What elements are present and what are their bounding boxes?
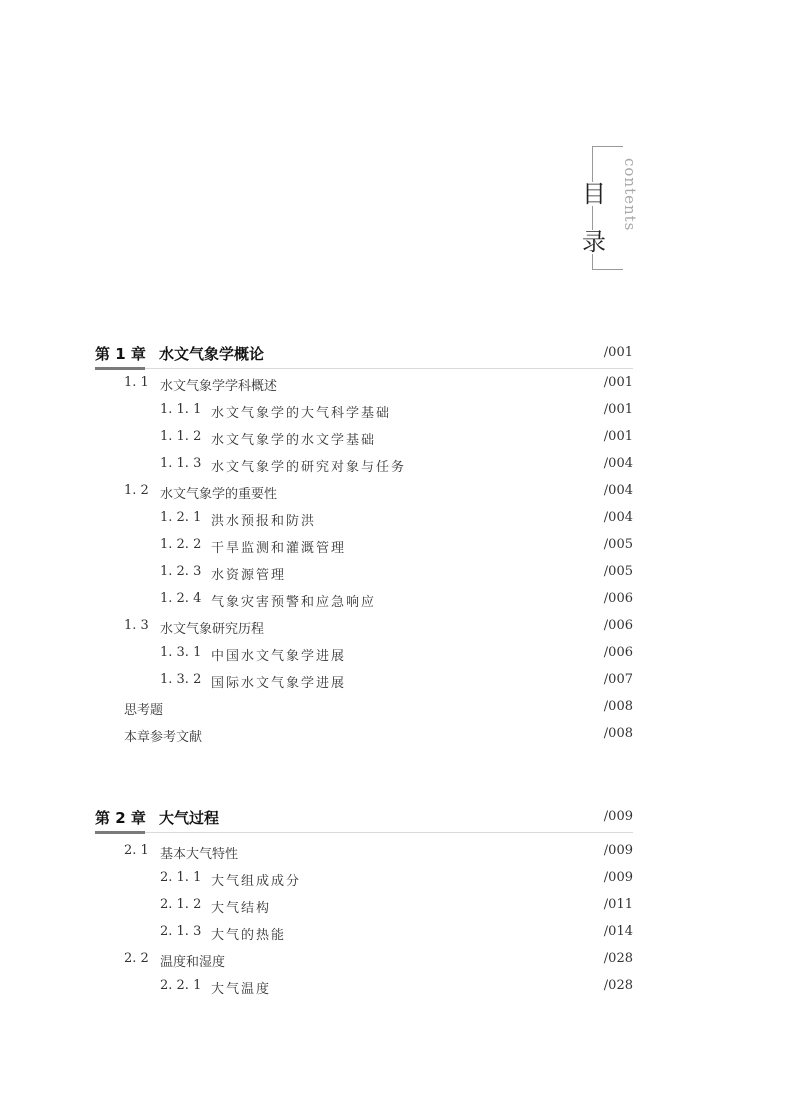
section-title: 大气的热能 <box>211 928 287 943</box>
toc-entry[interactable] <box>95 726 633 753</box>
toc-entry[interactable] <box>95 897 633 924</box>
section-number: 2. 1. 3 <box>160 924 202 939</box>
toc-entry[interactable] <box>95 510 633 537</box>
section-title: 中国水文气象学进展 <box>211 649 347 664</box>
chapter-rule <box>95 368 633 369</box>
page-number: /005 <box>603 537 633 552</box>
page-number: /001 <box>603 345 633 360</box>
section-number: 2. 1. 2 <box>160 897 202 912</box>
chapter-heading[interactable] <box>95 807 633 831</box>
section-number: 1. 2 <box>124 483 149 498</box>
page-number: /007 <box>603 672 633 687</box>
section-title: 大气温度 <box>211 982 272 997</box>
section-title: 干旱监测和灌溉管理 <box>211 541 347 556</box>
section-title: 洪水预报和防洪 <box>211 514 317 529</box>
toc-entry[interactable] <box>95 951 633 978</box>
page-number: /004 <box>603 510 633 525</box>
toc-entries <box>95 843 633 1005</box>
section-title: 国际水文气象学进展 <box>211 676 347 691</box>
section-title: 水文气象学的重要性 <box>160 487 278 502</box>
page-number: /001 <box>603 375 633 390</box>
toc-entries <box>95 375 633 753</box>
chapter-title: 大气过程 <box>159 809 220 827</box>
chapter-rule-accent <box>95 831 145 834</box>
section-number: 1. 2. 2 <box>160 537 202 552</box>
section-number: 2. 1 <box>124 843 149 858</box>
toc-title-block <box>578 146 639 271</box>
toc-entry[interactable] <box>95 978 633 1005</box>
section-title: 气象灾害预警和应急响应 <box>211 595 377 610</box>
section-number: 1. 2. 3 <box>160 564 202 579</box>
toc-title-char-2: 录 <box>582 228 606 256</box>
toc-entry[interactable] <box>95 699 633 726</box>
section-title: 水文气象学的研究对象与任务 <box>211 460 407 475</box>
chapter-rule <box>95 832 633 833</box>
section-title: 水资源管理 <box>211 568 287 583</box>
toc-entry[interactable] <box>95 402 633 429</box>
section-number: 1. 1. 3 <box>160 456 202 471</box>
section-title: 水文气象研究历程 <box>160 622 265 637</box>
section-title: 水文气象学的水文学基础 <box>211 433 377 448</box>
section-title: 水文气象学学科概述 <box>160 379 278 394</box>
page-number: /001 <box>603 402 633 417</box>
toc-entry[interactable] <box>95 843 633 870</box>
section-title: 水文气象学的大气科学基础 <box>211 406 392 421</box>
chapter-heading[interactable] <box>95 343 633 367</box>
chapter-number: 第 1 章 <box>95 345 146 363</box>
page-number: /001 <box>603 429 633 444</box>
page-number: /011 <box>603 897 633 912</box>
page-number: /008 <box>603 726 633 741</box>
toc-entry[interactable] <box>95 456 633 483</box>
section-number: 1. 3 <box>124 618 149 633</box>
section-number: 1. 1. 2 <box>160 429 202 444</box>
chapter-2 <box>95 807 633 1005</box>
section-title: 基本大气特性 <box>160 847 239 862</box>
section-title: 大气结构 <box>211 901 272 916</box>
page-number: /009 <box>603 809 633 824</box>
page-number: /005 <box>603 564 633 579</box>
section-number: 2. 1. 1 <box>160 870 202 885</box>
section-number: 2. 2. 1 <box>160 978 202 993</box>
section-number: 1. 3. 2 <box>160 672 202 687</box>
toc-title-char-1: 目 <box>582 180 606 208</box>
section-title: 温度和湿度 <box>160 955 226 970</box>
page-number: /009 <box>603 843 633 858</box>
section-number: 1. 1. 1 <box>160 402 202 417</box>
toc-entry[interactable] <box>95 537 633 564</box>
chapter-number: 第 2 章 <box>95 809 146 827</box>
toc-entry[interactable] <box>95 672 633 699</box>
page-number: /028 <box>603 978 633 993</box>
page-number: /006 <box>603 645 633 660</box>
toc-entry[interactable] <box>95 564 633 591</box>
page-number: /006 <box>603 618 633 633</box>
toc-entry[interactable] <box>95 591 633 618</box>
page-number: /028 <box>603 951 633 966</box>
toc-entry[interactable] <box>95 483 633 510</box>
toc-entry[interactable] <box>95 924 633 951</box>
section-title: 思考题 <box>124 703 164 718</box>
toc-title-english: contents <box>621 158 639 232</box>
page-number: /008 <box>603 699 633 714</box>
page-number: /006 <box>603 591 633 606</box>
chapter-title: 水文气象学概论 <box>159 345 265 363</box>
chapter-rule-accent <box>95 367 145 370</box>
toc-entry[interactable] <box>95 870 633 897</box>
section-number: 2. 2 <box>124 951 149 966</box>
toc-entry[interactable] <box>95 375 633 402</box>
toc-entry[interactable] <box>95 645 633 672</box>
toc-entry[interactable] <box>95 429 633 456</box>
section-title: 大气组成成分 <box>211 874 302 889</box>
section-number: 1. 3. 1 <box>160 645 202 660</box>
chapter-1 <box>95 343 633 753</box>
section-number: 1. 2. 4 <box>160 591 202 606</box>
toc-entry[interactable] <box>95 618 633 645</box>
page-number: /009 <box>603 870 633 885</box>
page-number: /014 <box>603 924 633 939</box>
page-number: /004 <box>603 456 633 471</box>
section-number: 1. 1 <box>124 375 149 390</box>
section-title: 本章参考文献 <box>124 730 203 745</box>
section-number: 1. 2. 1 <box>160 510 202 525</box>
page-number: /004 <box>603 483 633 498</box>
